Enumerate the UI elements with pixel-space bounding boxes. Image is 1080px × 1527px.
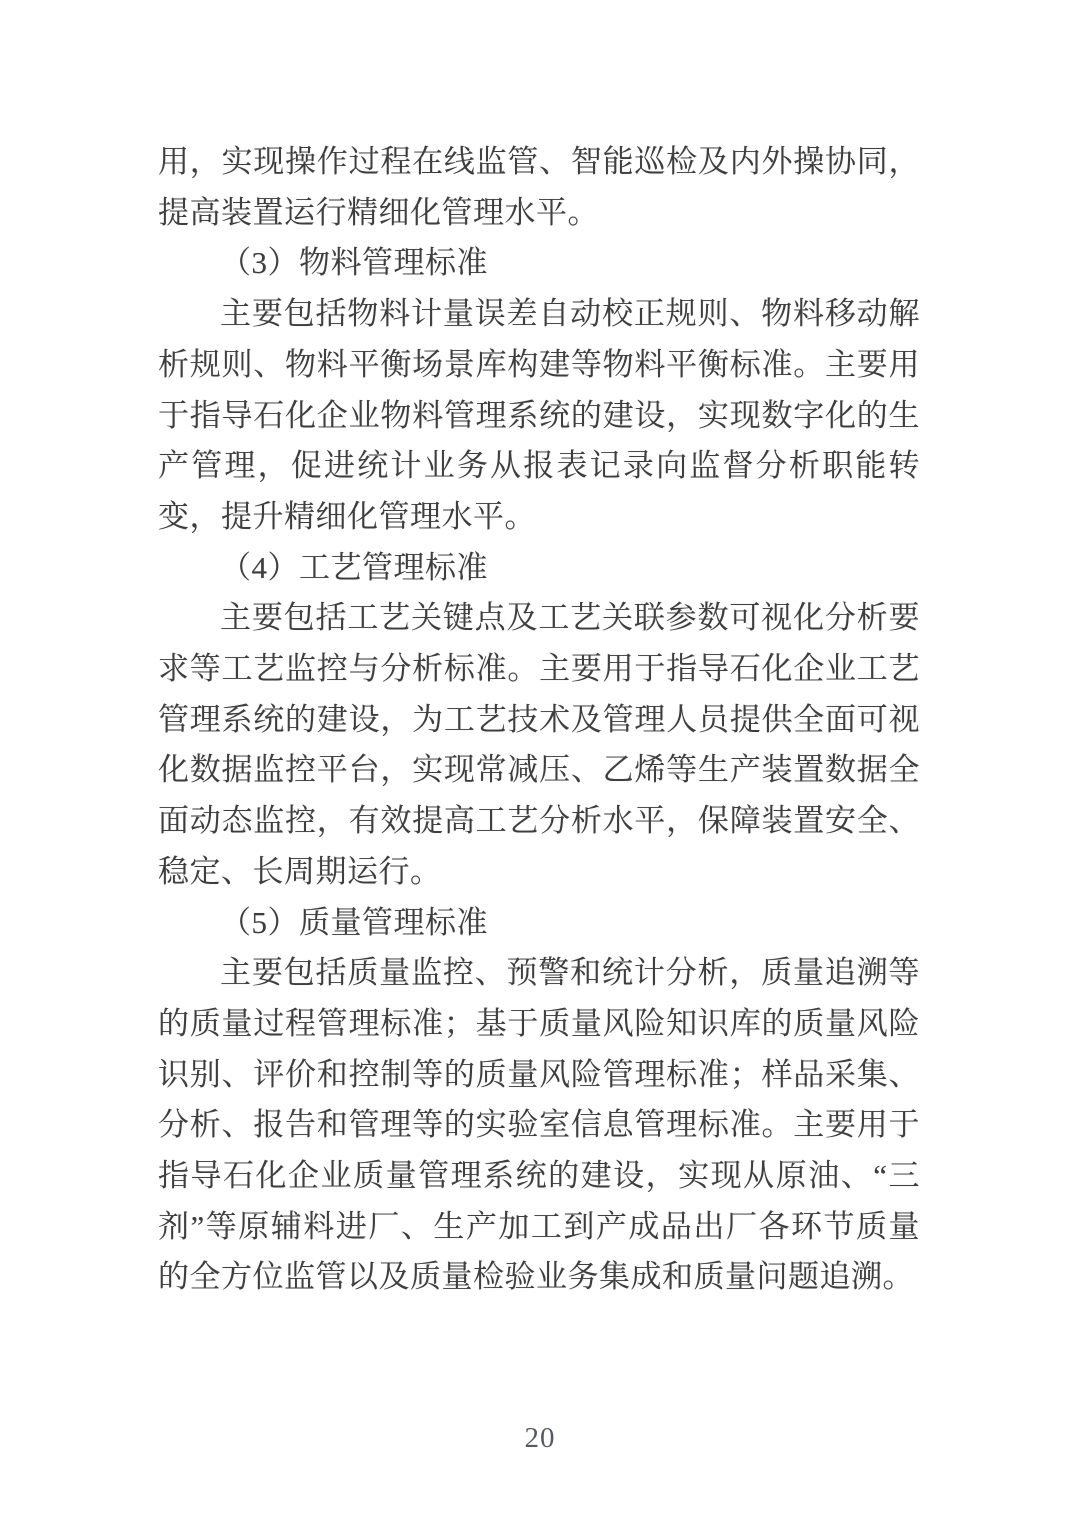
- continuation-paragraph: 用，实现操作过程在线监管、智能巡检及内外操协同，提高装置运行精细化管理水平。: [158, 144, 920, 230]
- section-heading-material-management: （3）物料管理标准: [220, 245, 488, 281]
- section-heading-quality-management: （5）质量管理标准: [220, 904, 488, 940]
- page-number: 20: [524, 1422, 556, 1454]
- section-heading-process-management: （4）工艺管理标准: [220, 549, 488, 585]
- section-body-process-management: 主要包括工艺关键点及工艺关联参数可视化分析要求等工艺监控与分析标准。主要用于指导石化企业工艺管理系统的建设，为工艺技术及管理人员提供全面可视化数据监控平台，实现常减压、乙烯等生产装置数据全面动态监控，有效提高工艺分析水平，保障装置安全、稳定、长周期运行。: [158, 600, 920, 889]
- section-body-quality-management: 主要包括质量监控、预警和统计分析，质量追溯等的质量过程管理标准；基于质量风险知识库的质量风险识别、评价和控制等的质量风险管理标准；样品采集、分析、报告和管理等的实验室信息管理标准。主要用于指导石化企业质量管理系统的建设，实现从原油、“三剂”等原辅料进厂、生产加工到产成品出厂各环节质量的全方位监管以及质量检验业务集成和质量问题追溯。: [158, 955, 920, 1295]
- section-body-material-management: 主要包括物料计量误差自动校正规则、物料移动解析规则、物料平衡场景库构建等物料平衡标准。主要用于指导石化企业物料管理系统的建设，实现数字化的生产管理，促进统计业务从报表记录向监督分析职能转变，提升精细化管理水平。: [158, 296, 920, 534]
- body-text: [158, 137, 920, 1303]
